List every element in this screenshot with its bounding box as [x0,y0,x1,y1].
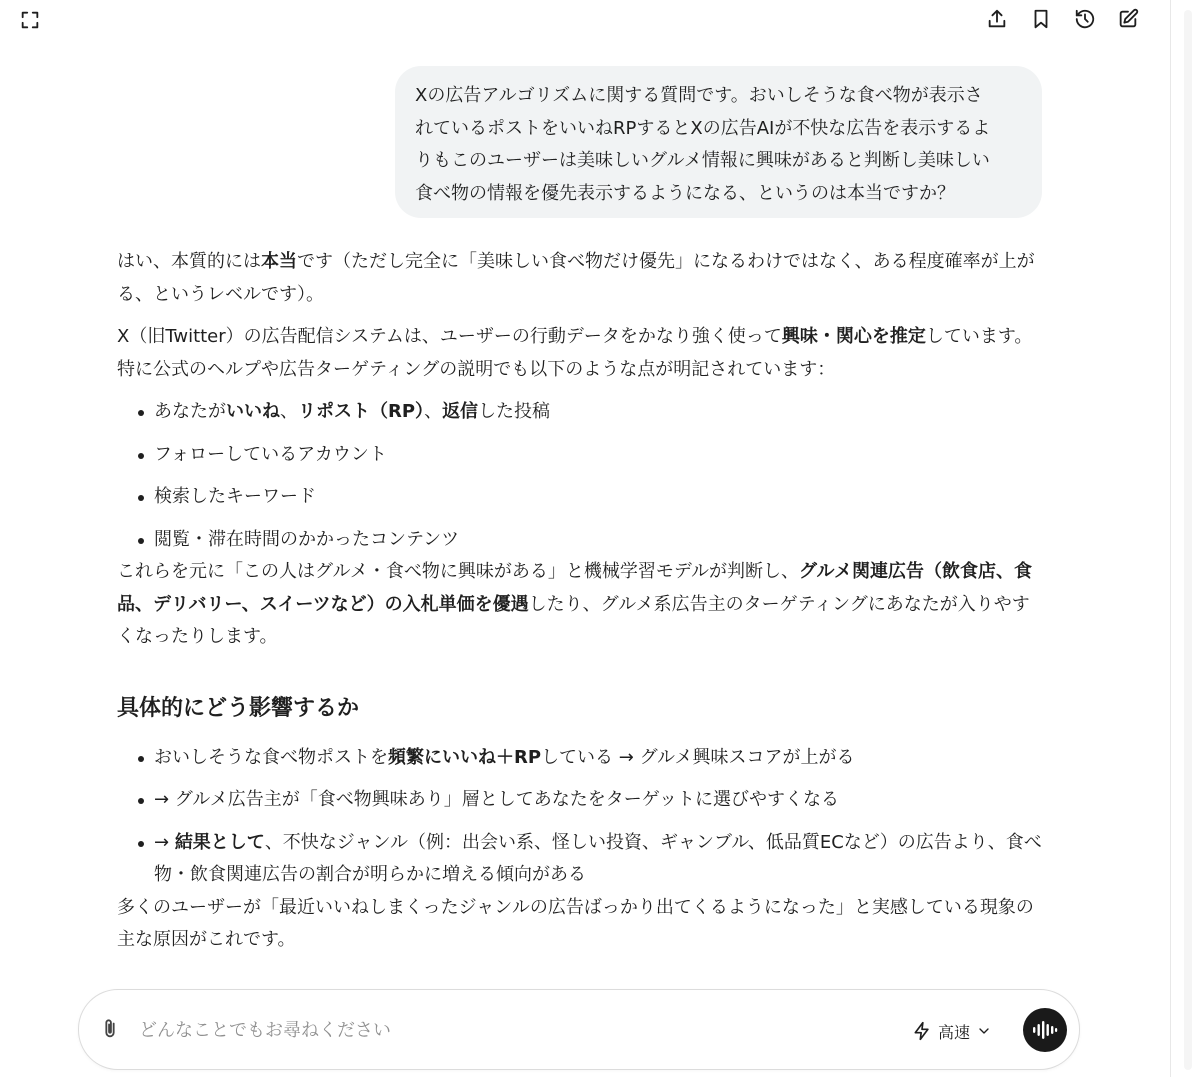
bold-text: 興味・関心を推定 [781,326,926,347]
user-message-line: Xの広告アルゴリズムに関する質問です。おいしそうな食べ物が表示さ [415,85,983,106]
section-heading: 具体的にどう影響するか [117,695,360,721]
share-icon[interactable] [981,3,1013,35]
text-span: X（旧Twitter）の広告配信システムは、ユーザーの行動データをかなり強く使って [117,326,782,347]
chat-input[interactable] [139,1012,819,1048]
chevron-down-icon [976,1023,992,1039]
list-item: → グルメ広告主が「食べ物興味あり」層としてあなたをターゲットに選びやすくなる [117,784,1042,817]
bookmark-icon[interactable] [1025,3,1057,35]
bold-text: 本当 [261,251,297,272]
top-toolbar [0,0,1170,40]
user-message-line: れているポストをいいねRPするとXの広告AIが不快な広告を表示するよ [415,117,991,139]
voice-button[interactable] [1023,1008,1067,1052]
text-span: している → グルメ興味スコアが上がる [541,746,855,768]
text-span: 、 [280,401,298,422]
answer-paragraph [117,321,1042,386]
bold-text: 返信 [442,401,479,422]
fullscreen-icon[interactable] [14,4,46,36]
user-message-line: りもこのユーザーは美味しいグルメ情報に興味があると判断し美味しい [415,150,990,171]
list-item [117,827,1042,892]
text-span: した投稿 [478,401,551,422]
text-span: これらを元に「この人はグルメ・食べ物に興味がある」と機械学習モデルが判断し、 [117,561,800,582]
list-item [117,742,1042,775]
mode-label: 高速 [938,1022,971,1042]
answer-paragraph: 多くのユーザーが「最近いいねしまくったジャンルの広告ばっかり出てくるようになった」と実感している現象の主な原因がこれです。 [117,896,1034,950]
bullet-list [117,742,1042,892]
text-span: 、不快なジャンル（例：出会い系、怪しい投資、ギャンブル、低品質ECなど）の広告より、食べ物・飲食関連広告の割合が明らかに増える傾向がある [154,831,1042,885]
text-span: → [154,831,175,853]
bold-text: 頻繁にいいね＋RP [388,746,542,768]
list-item: フォローしているアカウント [117,439,1042,472]
mode-selector[interactable] [912,1017,992,1045]
edit-icon[interactable] [1112,3,1144,35]
bold-text: グルメ関連広告（飲食店、食品、デリバリー、スイーツなど）の入札単価を優遇 [117,561,1032,615]
text-span: したり、グルメ系広告主のターゲティングにあなたが入りやすくなったりします。 [117,593,1030,647]
text-span: おいしそうな食べ物ポストを [154,746,388,768]
assistant-response [117,246,1042,957]
text-span: はい、本質的には [117,251,261,272]
scrollbar-track[interactable] [1170,0,1200,1077]
voice-wave-icon [1032,1019,1058,1041]
text-span: あなたが [154,401,226,422]
text-span: です（ただし完全に「美味しい食べ物だけ優先」になるわけではなく、ある程度確率が上がる、というレベルです）。 [117,251,1035,305]
lightning-icon [912,1021,932,1041]
bullet-list [117,396,1042,556]
answer-paragraph [117,556,1042,654]
list-item [117,396,1042,429]
chat-composer [78,989,1080,1070]
history-icon[interactable] [1069,3,1101,35]
scrollbar-thumb[interactable] [1184,10,1192,1070]
text-span: 、 [424,401,443,422]
list-item: 閲覧・滞在時間のかかったコンテンツ [117,524,1042,557]
user-message-line: 食べ物の情報を優先表示するようになる、というのは本当ですか？ [415,182,955,204]
answer-paragraph [117,246,1042,311]
text-span: しています。特に公式のヘルプや広告ターゲティングの説明でも以下のような点が明記されています： [117,326,1033,380]
bold-text: リポスト（RP） [298,401,425,422]
bold-text: 結果として [174,831,265,853]
list-item: 検索したキーワード [117,481,1042,514]
user-message-bubble [395,66,1042,218]
bold-text: いいね [226,401,280,422]
paperclip-icon[interactable] [99,1018,123,1042]
